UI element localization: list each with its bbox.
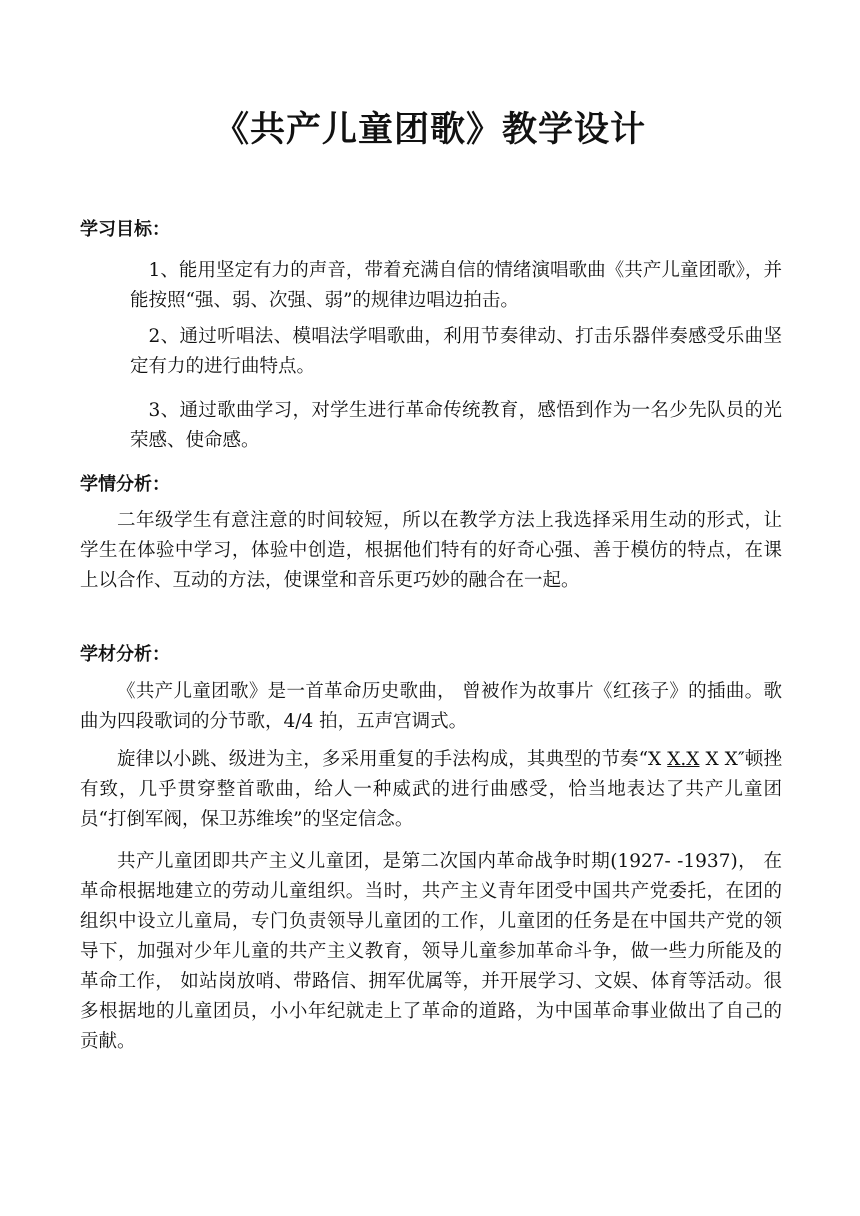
rhythm-intro-text: 旋律以小跳、级进为主，多采用重复的手法构成，其典型的节奏“X (117, 749, 668, 770)
section-heading-goals: 学习目标： (80, 219, 170, 240)
section-heading-material: 学材分析： (80, 644, 170, 665)
material-paragraph-3: 共产儿童团即共产主义儿童团，是第二次国内革命战争时期(1927- -1937)， 在革命根据地建立的劳动儿童组织。当时，共产主义青年团受中国共产党委托，在团的组织中设立儿童局，专门负责领导儿童团的工作，儿童团的任务是在中国共产党的领导下，加强对少年儿童的共产主义教育，领导儿童参加革命斗争，做一些力所能及的革命工作， 如站岗放哨、带路信、拥军优属等，并开展学习、文娱、体育等活动。很多根据地的儿童团员，小小年纪就走上了革命的道路，为中国革命事业做出了自己的贡献。 (80, 851, 782, 1052)
rhythm-description-text: X X″顿挫有致，几乎贯穿整首歌曲，给人一种威武的进行曲感受，恰当地表达了共产儿童团员“打倒军阀，保卫苏维埃”的坚定信念。 (80, 749, 782, 830)
material-paragraph-1: 《共产儿童团歌》是一首革命历史歌曲， 曾被作为故事片《红孩子》的插曲。歌曲为四段歌词的分节歌，4/4 拍，五声宫调式。 (80, 681, 782, 732)
material-paragraph-2 (80, 745, 782, 835)
learner-analysis-paragraph: 二年级学生有意注意的时间较短，所以在教学方法上我选择采用生动的形式，让学生在体验中学习，体验中创造，根据他们特有的好奇心强、善于模仿的特点，在课上以合作、互动的方法，使课堂和音乐更巧妙的融合在一起。 (80, 510, 782, 591)
goal-item-3: 3、通过歌曲学习，对学生进行革命传统教育，感悟到作为一名少先队员的光荣感、使命感。 (130, 400, 782, 451)
rhythm-notation: X.X (667, 749, 700, 770)
goal-item-1: 1、能用坚定有力的声音，带着充满自信的情绪演唱歌曲《共产儿童团歌》，并能按照“强、弱、次强、弱”的规律边唱边拍击。 (130, 260, 782, 311)
goal-item-2: 2、通过听唱法、模唱法学唱歌曲，利用节奏律动、打击乐器伴奏感受乐曲坚定有力的进行曲特点。 (130, 326, 782, 377)
document-title: 《共产儿童团歌》教学设计 (213, 110, 646, 150)
section-heading-learner: 学情分析： (80, 474, 170, 495)
